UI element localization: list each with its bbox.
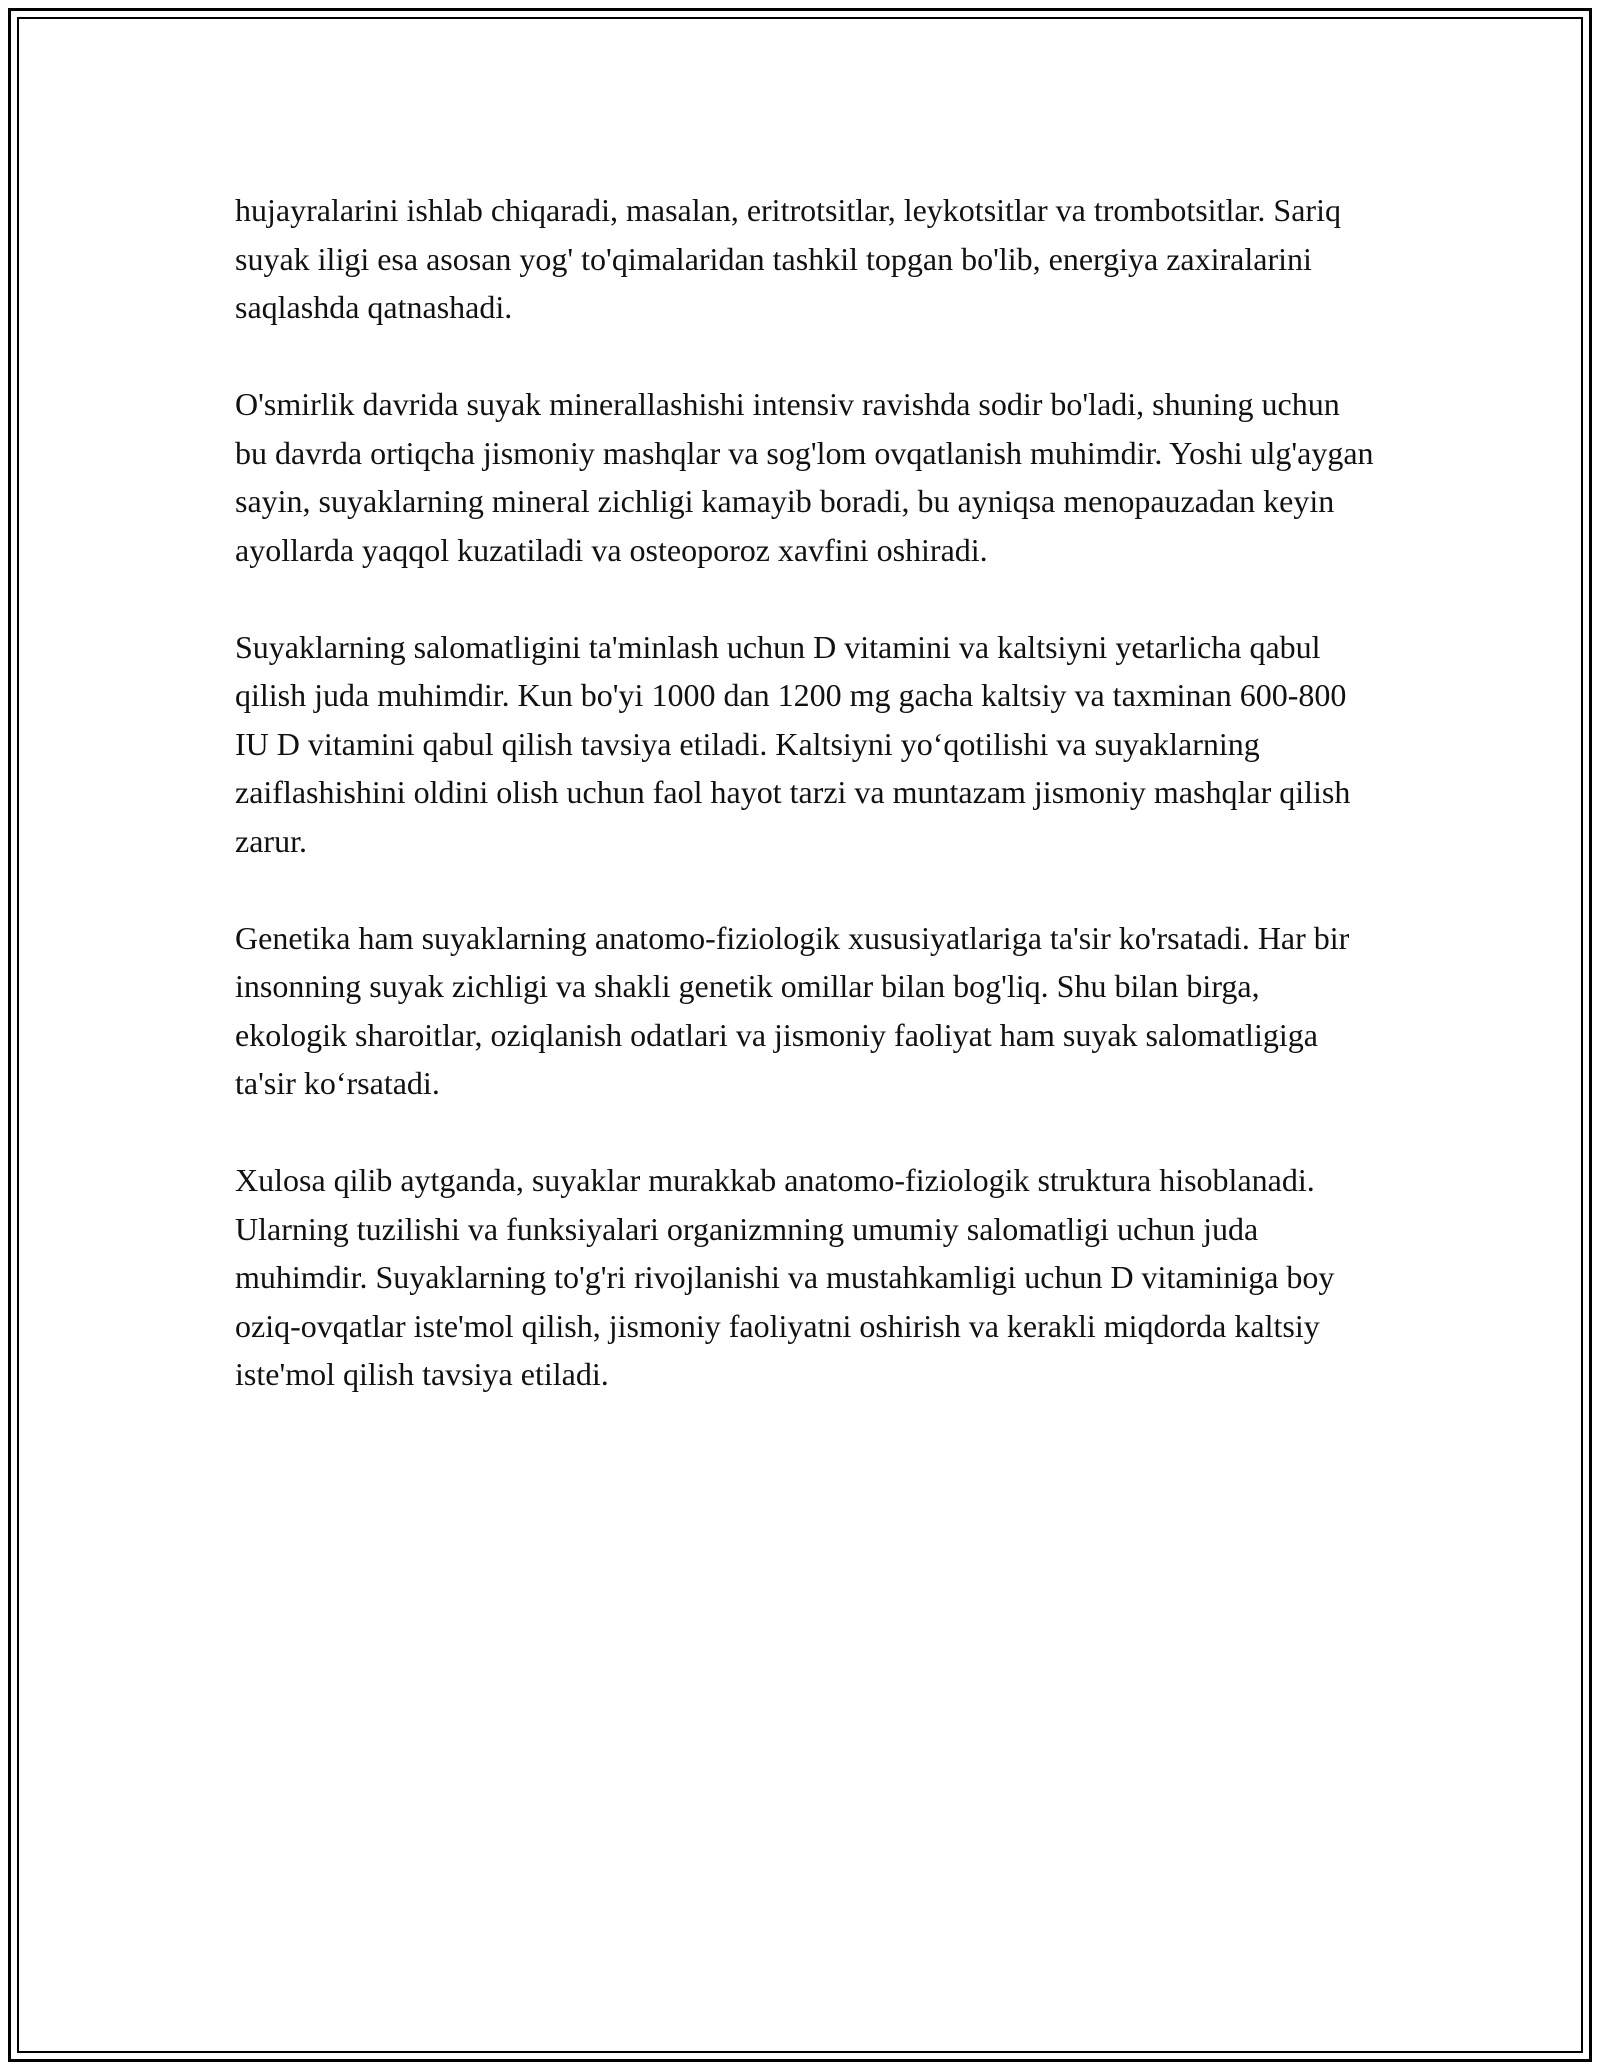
paragraph-vitamin-d-calcium: Suyaklarning salomatligini ta'minlash uchun D vitamini va kaltsiyni yetarlicha qabul qilish juda muhimdir. Kun bo'yi 1000 dan 1200 mg gacha kaltsiy va taxminan 600-800 IU D vitamini qabul qilish tavsiya etiladi. Kaltsiyni yo‘qotilishi va suyaklarning zaiflashishini oldini olish uchun faol hayot tarzi va muntazam jismoniy mashqlar qilish zarur. <box>235 628 1351 859</box>
paragraph-bone-marrow: hujayralarini ishlab chiqaradi, masalan, eritrotsitlar, leykotsitlar va trombotsitlar. Sariq suyak iligi esa asosan yog' to'qimalaridan tashkil topgan bo'lib, energiya zaxiralarini saqlashda qatnashadi. <box>235 192 1341 325</box>
paragraph-adolescence-mineralization: O'smirlik davrida suyak minerallashishi intensiv ravishda sodir bo'ladi, shuning uchun bu davrda ortiqcha jismoniy mashqlar va sog'lom ovqatlanish muhimdir. Yoshi ulg'aygan sayin, suyaklarning mineral zichligi kamayib boradi, bu ayniqsa menopauzadan keyin ayollarda yaqqol kuzatiladi va osteoporoz xavfini oshiradi. <box>235 386 1374 568</box>
document-body <box>235 186 1375 1399</box>
paragraph-conclusion: Xulosa qilib aytganda, suyaklar murakkab anatomo-fiziologik struktura hisoblanadi. Ularning tuzilishi va funksiyalari organizmning umumiy salomatligi uchun juda muhimdir. Suyaklarning to'g'ri rivojlanishi va mustahkamligi uchun D vitaminiga boy oziq-ovqatlar iste'mol qilish, jismoniy faoliyatni oshirish va kerakli miqdorda kaltsiy iste'mol qilish tavsiya etiladi. <box>235 1162 1335 1392</box>
paragraph-genetics: Genetika ham suyaklarning anatomo-fiziologik xususiyatlariga ta'sir ko'rsatadi. Har bir insonning suyak zichligi va shakli genetik omillar bilan bog'liq. Shu bilan birga, ekologik sharoitlar, oziqlanish odatlari va jismoniy faoliyat ham suyak salomatligiga ta'sir ko‘rsatadi. <box>235 919 1350 1101</box>
